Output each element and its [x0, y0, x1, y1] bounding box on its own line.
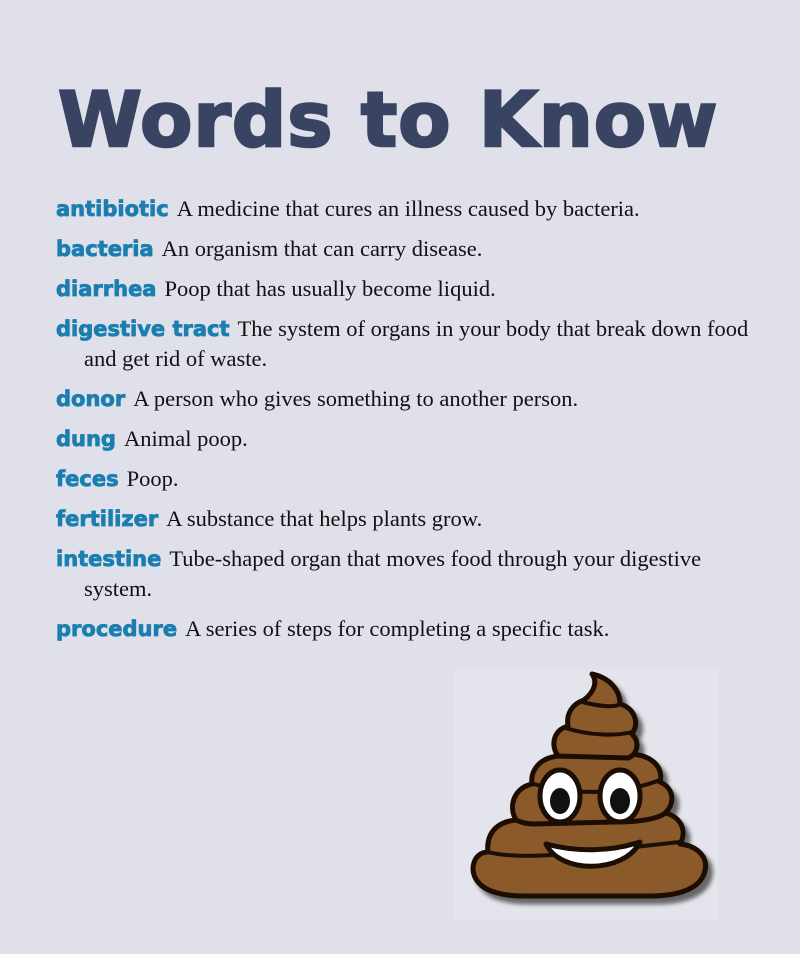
glossary-definition: Poop that has usually become liquid.: [164, 276, 496, 301]
glossary-entry-digestive-tract: [56, 314, 756, 374]
glossary-term: bacteria: [56, 237, 154, 261]
glossary-term: diarrhea: [56, 277, 157, 301]
glossary-entry-bacteria: [56, 234, 756, 264]
glossary-definition: A substance that helps plants grow.: [166, 506, 483, 531]
poop-emoji-icon: [454, 670, 718, 920]
glossary-definition: A series of steps for completing a specific task.: [185, 616, 610, 641]
glossary-definition: The system of organs in your body that break down food and get rid of waste.: [84, 316, 749, 371]
glossary-entry-diarrhea: [56, 274, 756, 304]
glossary-entry-feces: [56, 464, 756, 494]
glossary-term: fertilizer: [56, 507, 159, 531]
glossary-term: dung: [56, 427, 116, 451]
glossary-definition: A medicine that cures an illness caused by bacteria.: [176, 196, 640, 221]
glossary-term: feces: [56, 467, 119, 491]
glossary-term: procedure: [56, 617, 178, 641]
glossary-entry-antibiotic: [56, 194, 756, 224]
glossary-list: [56, 194, 756, 654]
glossary-term: digestive tract: [56, 317, 230, 341]
glossary-definition: An organism that can carry disease.: [161, 236, 483, 261]
glossary-definition: A person who gives something to another person.: [133, 386, 579, 411]
glossary-definition: Poop.: [126, 466, 179, 491]
glossary-definition: Animal poop.: [123, 426, 248, 451]
glossary-entry-donor: [56, 384, 756, 414]
page-title: Words to Know: [58, 75, 719, 164]
poop-illustration: [454, 670, 718, 920]
glossary-term: donor: [56, 387, 126, 411]
glossary-entry-fertilizer: [56, 504, 756, 534]
glossary-definition: Tube-shaped organ that moves food through your digestive system.: [84, 546, 702, 601]
glossary-entry-dung: [56, 424, 756, 454]
glossary-term: intestine: [56, 547, 162, 571]
glossary-entry-intestine: [56, 544, 756, 604]
glossary-term: antibiotic: [56, 197, 169, 221]
glossary-entry-procedure: [56, 614, 756, 644]
